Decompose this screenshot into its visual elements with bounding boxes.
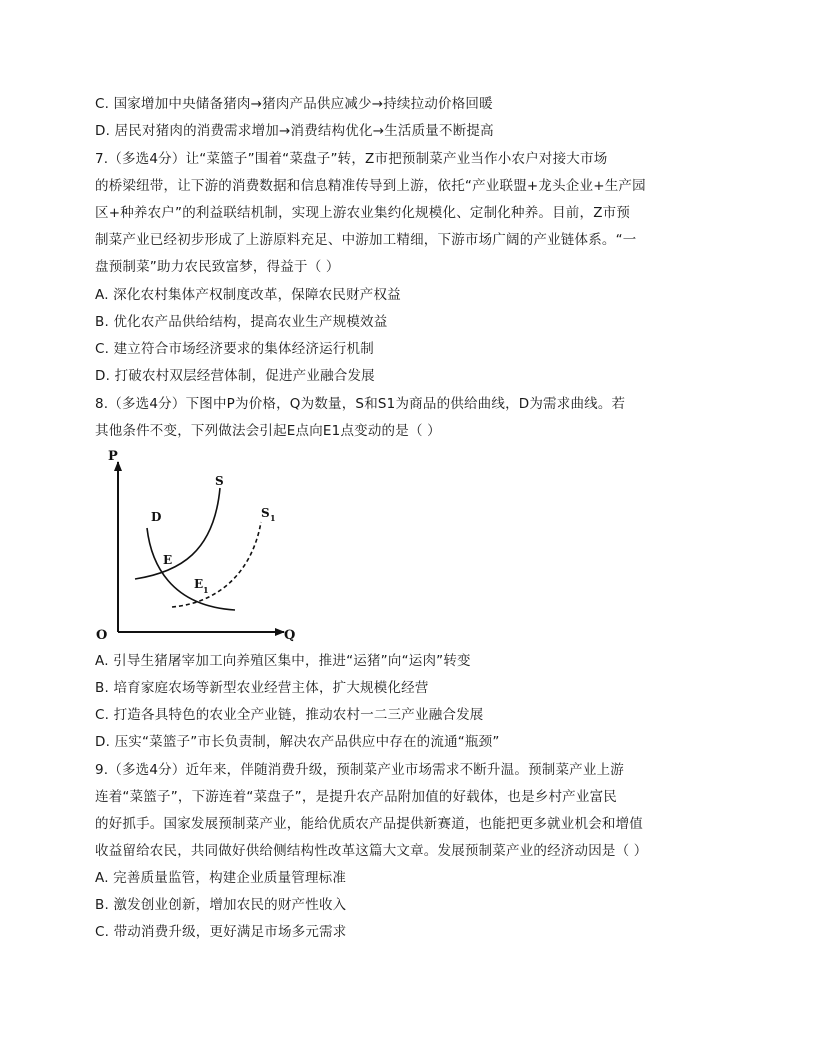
q9-stem-line-3: 的好抓手。国家发展预制菜产业，能给优质农产品提供新赛道，也能把更多就业机会和增值	[95, 816, 643, 832]
q8-option-b: B. 培育家庭农场等新型农业经营主体，扩大规模化经营	[95, 680, 429, 696]
q8-stem-line-1: 8.（多选4分）下图中P为价格，Q为数量，S和S1为商品的供给曲线，D为需求曲线。若	[95, 396, 626, 412]
q7-stem-line-1: 7.（多选4分）让“菜篮子”围着“菜盘子”转，Z市把预制菜产业当作小农户对接大市场	[95, 151, 608, 167]
supply-curve-s-label: S	[215, 474, 224, 488]
q7-option-d: D. 打破农村双层经营体制，促进产业融合发展	[95, 368, 375, 384]
q8-option-a: A. 引导生猪屠宰加工向养殖区集中，推进“运猪”向“运肉”转变	[95, 653, 471, 669]
q7-stem-line-3: 区+种养农户”的利益联结机制，实现上游农业集约化规模化、定制化种养。目前，Z市预	[95, 205, 631, 221]
supply-curve-s1-label: S	[261, 506, 270, 520]
supply-demand-graph	[90, 448, 320, 648]
equilibrium-point-e1-label: E	[194, 577, 204, 591]
q7-stem-line-5: 盘预制菜”助力农民致富梦，得益于（ ）	[95, 259, 340, 275]
q9-option-c: C. 带动消费升级，更好满足市场多元需求	[95, 924, 347, 940]
q8-option-d: D. 压实“菜篮子”市长负责制，解决农产品供应中存在的流通“瓶颈”	[95, 734, 500, 750]
q7-stem-line-4: 制菜产业已经初步形成了上游原料充足、中游加工精细，下游市场广阔的产业链体系。“一	[95, 232, 637, 248]
q9-option-b: B. 激发创业创新，增加农民的财产性收入	[95, 897, 347, 913]
x-axis-label: Q	[284, 628, 296, 643]
demand-curve-d	[147, 528, 235, 610]
q9-stem-line-1: 9.（多选4分）近年来，伴随消费升级，预制菜产业市场需求不断升温。预制菜产业上游	[95, 762, 624, 778]
q7-option-a: A. 深化农村集体产权制度改革，保障农民财产权益	[95, 287, 401, 303]
q9-stem-line-2: 连着“菜篮子”，下游连着“菜盘子”，是提升农产品附加值的好载体，也是乡村产业富民	[95, 789, 617, 805]
q8-stem-line-2: 其他条件不变，下列做法会引起E点向E1点变动的是（ ）	[95, 423, 441, 439]
q7-stem-line-2: 的桥梁纽带，让下游的消费数据和信息精准传导到上游，依托“产业联盟+龙头企业+生产园	[95, 178, 646, 194]
supply-curve-s1	[172, 522, 261, 607]
q7-option-c: C. 建立符合市场经济要求的集体经济运行机制	[95, 341, 374, 357]
q6-option-c: C. 国家增加中央储备猪肉→猪肉产品供应减少→持续拉动价格回暖	[95, 96, 493, 112]
equilibrium-point-e1-subscript: 1	[203, 585, 209, 595]
q9-stem-line-4: 收益留给农民，共同做好供给侧结构性改革这篇大文章。发展预制菜产业的经济动因是（ ）	[95, 843, 648, 859]
q6-option-d: D. 居民对猪肉的消费需求增加→消费结构优化→生活质量不断提高	[95, 123, 494, 139]
q8-option-c: C. 打造各具特色的农业全产业链，推动农村一二三产业融合发展	[95, 707, 484, 723]
equilibrium-point-e-label: E	[163, 553, 173, 567]
q9-option-a: A. 完善质量监管，构建企业质量管理标准	[95, 870, 347, 886]
y-axis-label: P	[108, 449, 118, 464]
origin-label: O	[96, 628, 108, 643]
supply-curve-s1-subscript: 1	[270, 513, 276, 523]
demand-curve-d-label: D	[151, 510, 162, 524]
q7-option-b: B. 优化农产品供给结构，提高农业生产规模效益	[95, 314, 388, 330]
